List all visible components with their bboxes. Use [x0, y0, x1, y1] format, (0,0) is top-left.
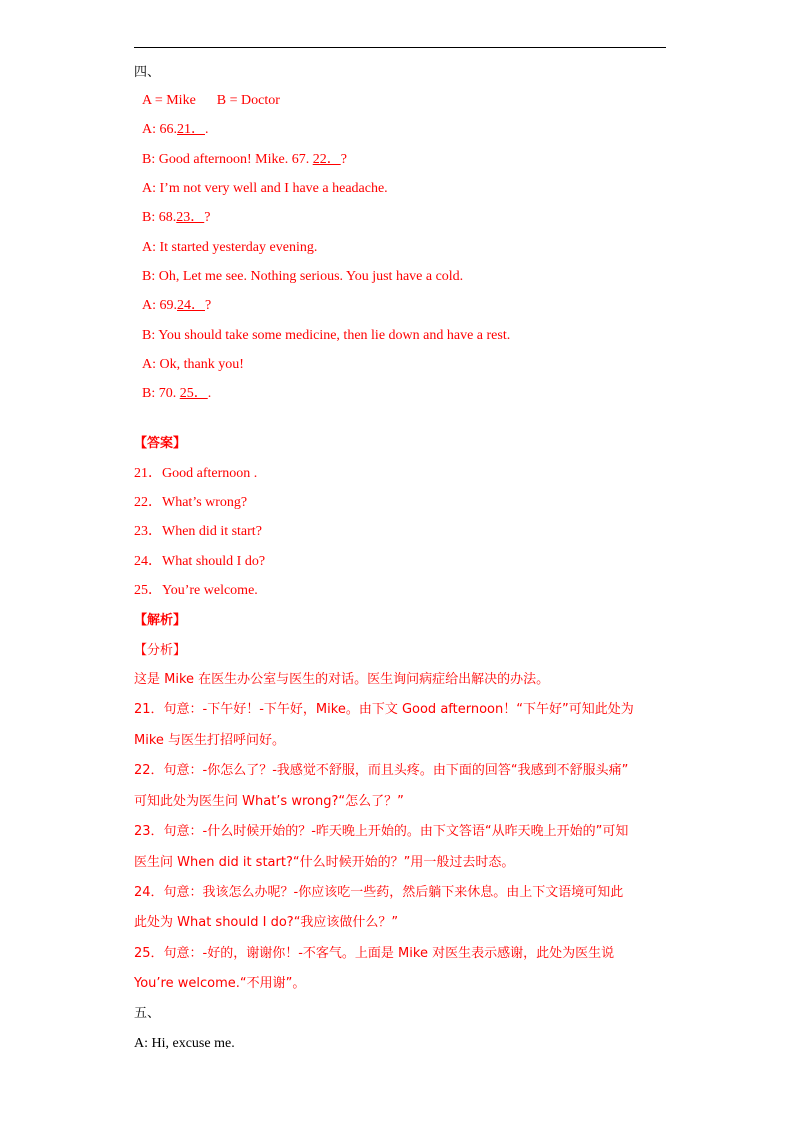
dialogue-line-2: [142, 150, 347, 170]
answer-blank-25: 25．: [179, 386, 208, 401]
header-rule: [134, 47, 666, 48]
answer-item: 21．Good afternoon .: [134, 466, 258, 481]
dialogue-line-4: [142, 208, 210, 228]
line-suffix: ?: [205, 298, 212, 313]
answer-item: 23．When did it start?: [134, 524, 262, 539]
analysis-line: You’re welcome.“不用谢”。: [134, 976, 306, 991]
dialogue-line-1: [142, 120, 209, 140]
dialogue-line-10: [142, 384, 211, 404]
dialogue-line-8: B: You should take some medicine, then lie down and have a rest.: [142, 328, 511, 343]
line-suffix: ?: [204, 210, 211, 225]
analysis-line: 22．句意：-你怎么了？-我感觉不舒服，而且头疼。由下面的回答“我感到不舒服头痛”: [134, 763, 629, 778]
dialogue-line-3: A: I’m not very well and I have a headache.: [142, 181, 388, 196]
analysis-line: 23．句意：-什么时候开始的？-昨天晚上开始的。由下文答语“从昨天晚上开始的”可知: [134, 824, 629, 839]
line-prefix: B: Good afternoon! Mike. 67.: [142, 152, 313, 167]
answer-item: 24．What should I do?: [134, 554, 266, 569]
analysis-line: 医生问 When did it start?“什么时候开始的？”用一般过去时态。: [134, 855, 515, 870]
answer-blank-24: 24．: [177, 298, 205, 313]
analysis-line: 25．句意：-好的，谢谢你！-不客气。上面是 Mike 对医生表示感谢，此处为医生说: [134, 946, 615, 961]
answer-blank-22: 22．: [312, 152, 341, 167]
dialogue-line-7: [142, 296, 211, 316]
analysis-line: 这是 Mike 在医生办公室与医生的对话。医生询问病症给出解决的办法。: [134, 672, 550, 687]
analysis-line: 可知此处为医生问 What’s wrong?“怎么了？”: [134, 794, 404, 809]
roles-text: A = Mike B = Doctor: [142, 93, 280, 108]
dialogue-line-6: B: Oh, Let me see. Nothing serious. You just have a cold.: [142, 269, 464, 284]
analysis-line: 21．句意：-下午好！-下午好，Mike。由下文 Good afternoon！“下午好”可知此处为: [134, 702, 634, 717]
dialogue-line-9: A: Ok, thank you!: [142, 357, 244, 372]
line-suffix: ?: [340, 152, 347, 167]
line-prefix: A: 69.: [142, 298, 177, 313]
dialogue-line-5: A: It started yesterday evening.: [142, 240, 318, 255]
answer-blank-23: 23．: [176, 210, 205, 225]
analysis-line: Mike 与医生打招呼问好。: [134, 733, 286, 748]
line-suffix: .: [205, 122, 209, 137]
analysis-subheading: 【分析】: [134, 643, 187, 658]
section-heading-4: 四、: [134, 65, 161, 80]
answer-heading: 【答案】: [134, 436, 187, 451]
answer-blank-21: 21．: [177, 122, 205, 137]
answer-item: 25．You’re welcome.: [134, 583, 258, 598]
line-suffix: .: [207, 386, 212, 401]
line-prefix: B: 68.: [142, 210, 177, 225]
analysis-line: 24．句意：我该怎么办呢？-你应该吃一些药，然后躺下来休息。由上下文语境可知此: [134, 885, 624, 900]
answer-item: 22．What’s wrong?: [134, 495, 248, 510]
line-prefix: B: 70.: [142, 386, 180, 401]
analysis-heading: 【解析】: [134, 613, 187, 628]
analysis-line: 此处为 What should I do?“我应该做什么？”: [134, 915, 399, 930]
section-5-first-line: A: Hi, excuse me.: [134, 1036, 235, 1051]
line-prefix: A: 66.: [142, 122, 177, 137]
dialogue-roles: [142, 91, 280, 111]
section-heading-5: 五、: [134, 1006, 161, 1021]
